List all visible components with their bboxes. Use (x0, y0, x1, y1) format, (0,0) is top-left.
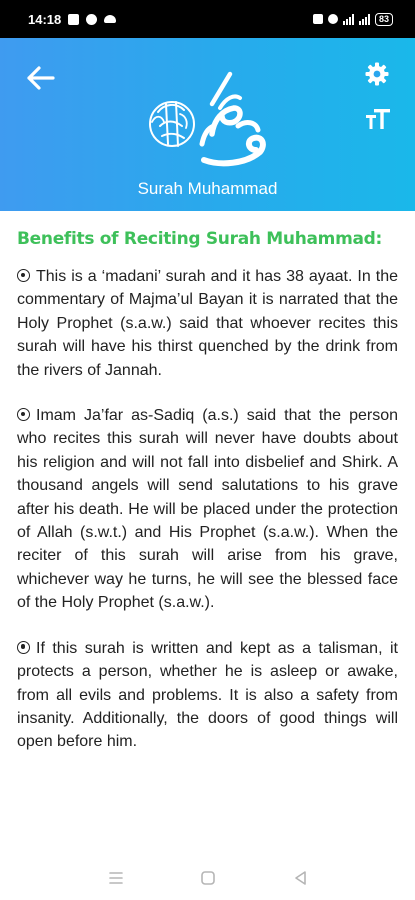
benefit-paragraph (17, 265, 398, 382)
radio-bullet-icon (17, 641, 30, 654)
alarm-icon (313, 14, 323, 24)
content-area (0, 211, 415, 855)
benefit-text: This is a ‘madani’ surah and it has 38 ayaat. In the commentary of Majma’ul Bayan it is narrated that the Holy Prophet (s.a.w.) said that whoever recites this surah will have his thirst quenched by the drink from the rivers of Jannah. (17, 268, 398, 379)
status-bar (0, 0, 415, 38)
status-time: 14:18 (28, 11, 62, 27)
back-icon[interactable] (290, 868, 310, 888)
facebook-icon (68, 14, 79, 25)
radio-bullet-icon (17, 408, 30, 421)
home-icon[interactable] (198, 868, 218, 888)
gear-icon[interactable] (365, 62, 389, 86)
cloud-icon (104, 15, 116, 23)
battery-indicator: 83 (375, 13, 393, 26)
radio-bullet-icon (17, 269, 30, 282)
text-size-icon[interactable] (365, 106, 391, 132)
system-nav-bar (0, 855, 415, 900)
app-header (0, 38, 415, 211)
messenger-icon (86, 14, 97, 25)
muhammad-calligraphy-logo (142, 64, 272, 176)
benefit-paragraph (17, 404, 398, 615)
benefit-paragraph (17, 637, 398, 754)
signal-icon-2 (359, 14, 370, 25)
wifi-icon (328, 14, 338, 24)
recents-icon[interactable] (106, 868, 126, 888)
benefit-text: If this surah is written and kept as a talisman, it protects a person, whether he is asleep or awake, from all evils and problems. It is also a safety from insanity. Additionally, the doors of good things will open before him. (17, 639, 398, 751)
signal-icon (343, 14, 354, 25)
back-arrow-icon[interactable] (26, 64, 56, 92)
benefit-text: Imam Ja’far as-Sadiq (a.s.) said that the person who recites this surah will never have doubts about his religion and will not fall into disbelief and Shirk. A thousand angels will send salutations to his grave after his death. He will be placed under the protection of Allah (s.w.t.) and His Prophet (s.a.w.). When the reciter of this surah will arise from his grave, whichever way he turns, he will see the blessed face of the Holy Prophet (s.a.w.). (17, 407, 398, 612)
page-title: Surah Muhammad (137, 179, 278, 198)
status-right (313, 13, 393, 26)
status-left (28, 12, 116, 27)
section-heading: Benefits of Reciting Surah Muhammad: (17, 229, 383, 249)
